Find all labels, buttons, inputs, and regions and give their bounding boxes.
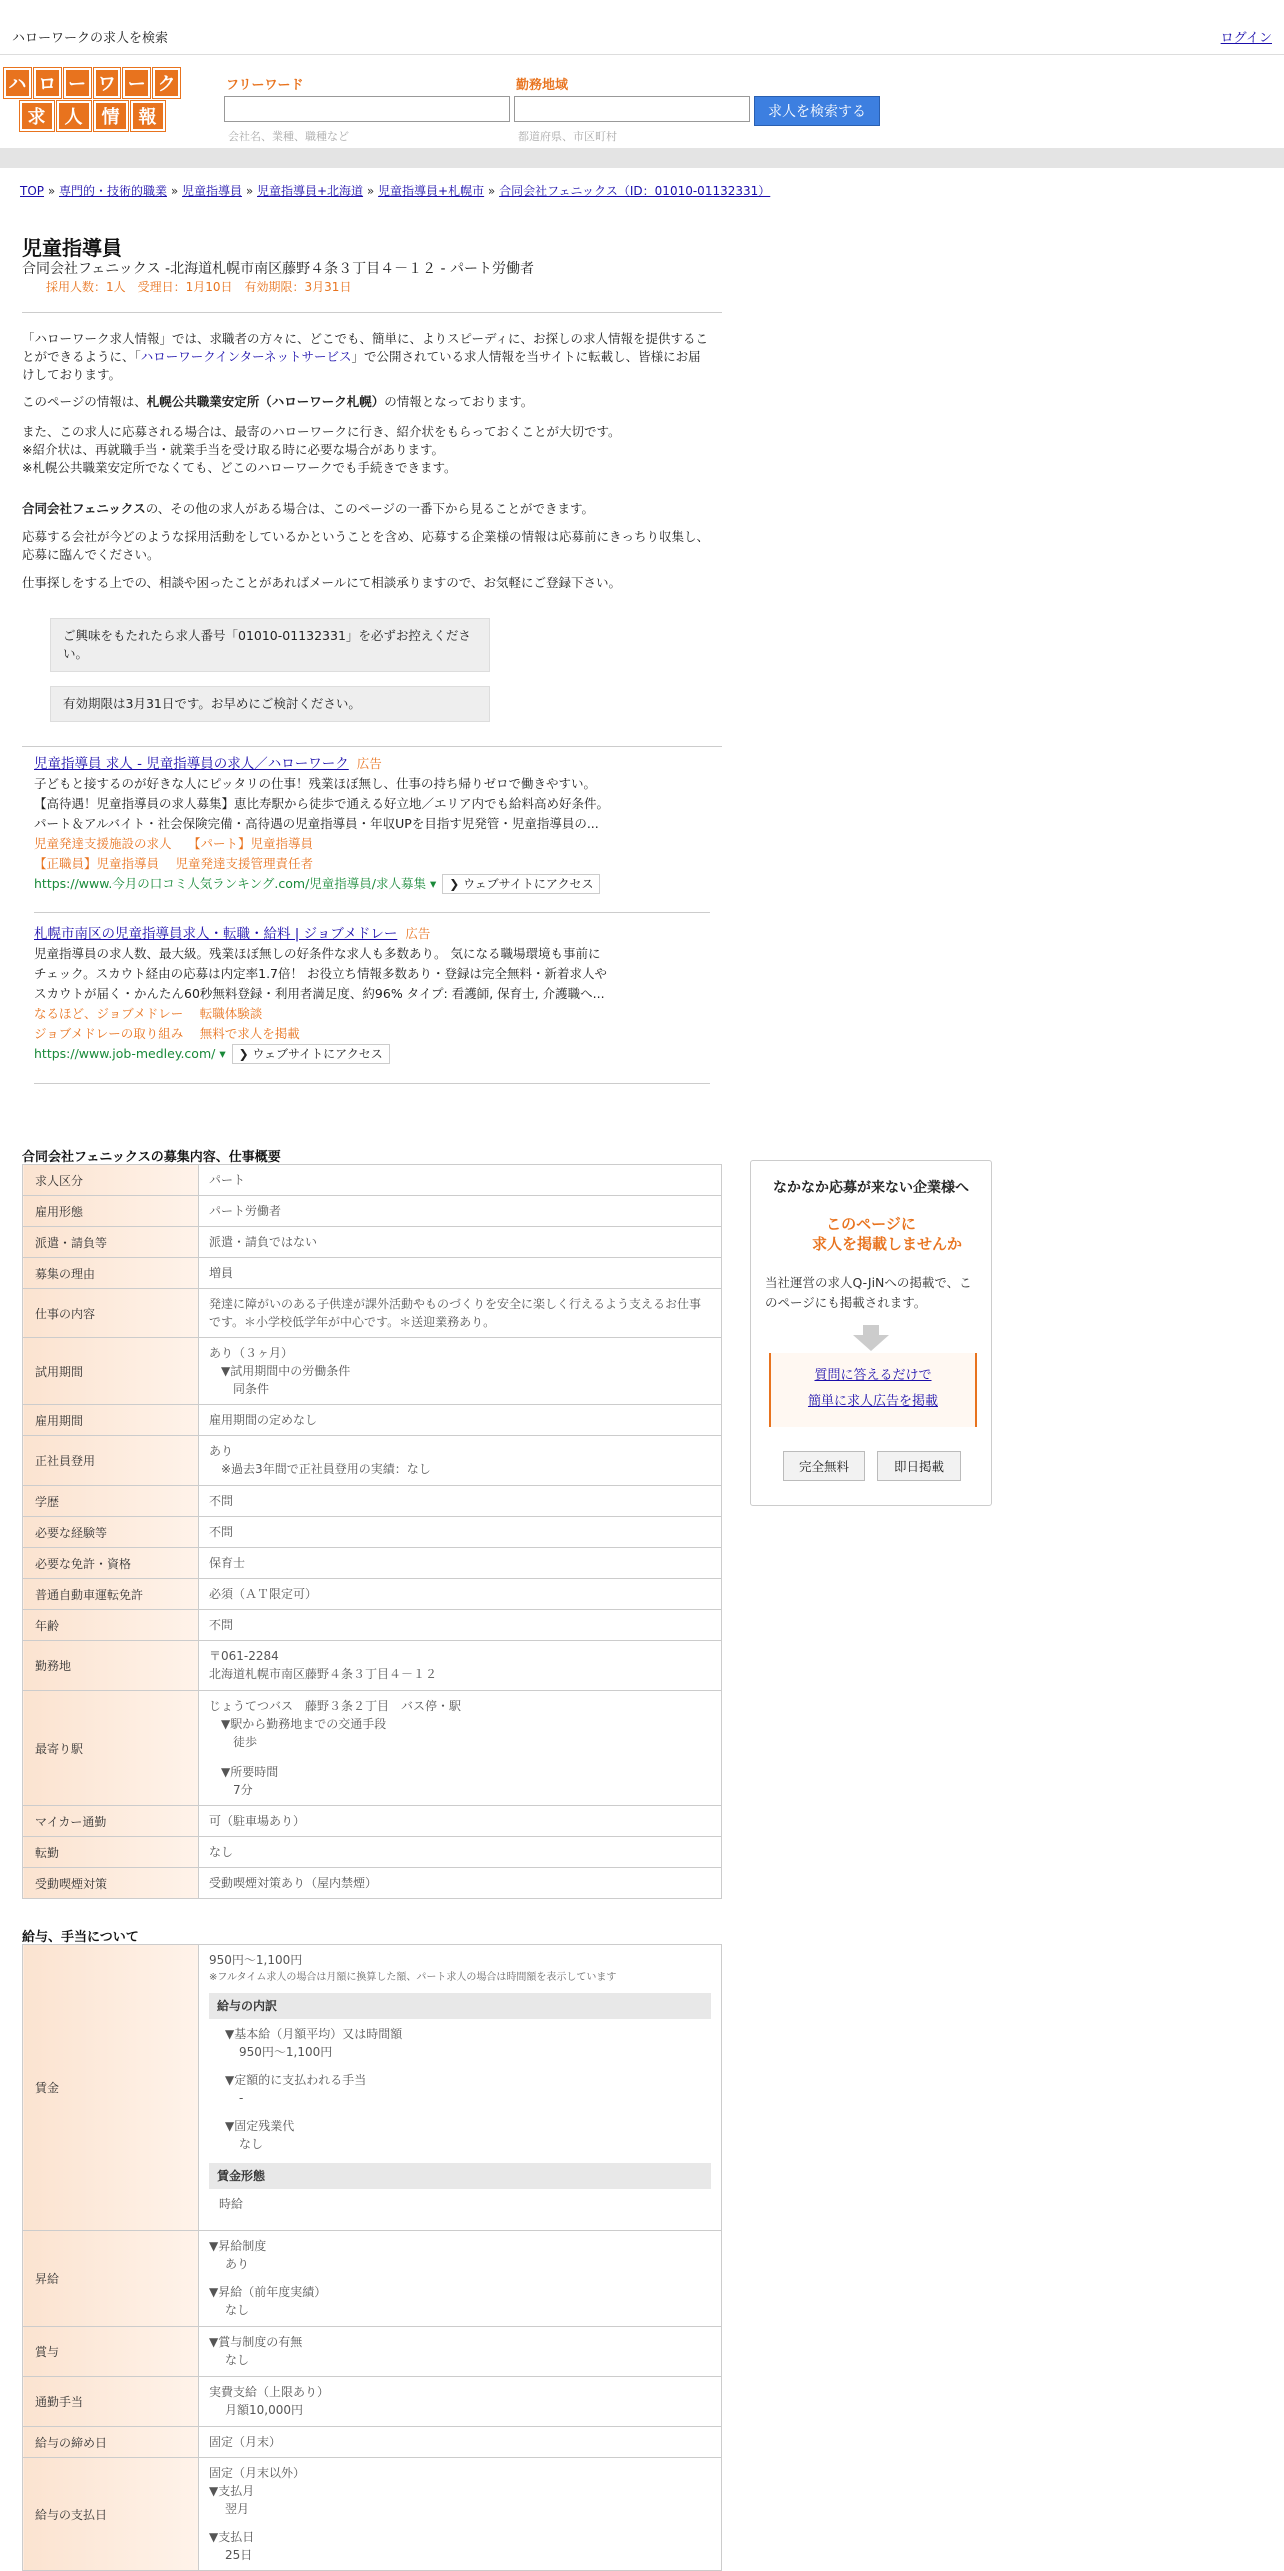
promo-orange-2: 求人を掲載しませんか (811, 1235, 962, 1253)
pay-item: 固定（月末以外） (209, 2466, 306, 2480)
row-value (199, 1868, 722, 1899)
wage-form-heading: 賃金形態 (209, 2163, 711, 2189)
ad-url[interactable]: https://www.今月の口コミ人気ランキング.com/児童指導員/求人募集 (34, 876, 427, 891)
logo-letter: ー (64, 68, 91, 98)
row-value-line: ▼駅から勤務地までの交通手段 (209, 1717, 387, 1731)
intro-text: の情報となっております。 (384, 394, 534, 409)
row-label: 必要な免許・資格 (23, 1548, 199, 1579)
row-value (199, 1548, 722, 1579)
row-label: 給与の締め日 (23, 2427, 199, 2458)
table-row (23, 1165, 722, 1196)
table-row (23, 2458, 722, 2571)
row-value (199, 2327, 722, 2377)
table-row (23, 2427, 722, 2458)
commute-value: 月額10,000円 (225, 2403, 303, 2417)
site-title: ハローワークの求人を検索 (12, 31, 169, 46)
area-input[interactable] (514, 96, 750, 122)
table-row (23, 1196, 722, 1227)
ad-sitelinks (34, 1004, 694, 1024)
row-label: 受動喫煙対策 (23, 1868, 199, 1899)
ad-title-link[interactable]: 児童指導員 求人 - 児童指導員の求人／ハローワーク (34, 756, 349, 772)
login-link[interactable]: ログイン (1220, 31, 1272, 46)
table-row (23, 1806, 722, 1837)
row-label: 仕事の内容 (23, 1289, 199, 1338)
keyword-hint: 会社名、業種、職種など (228, 130, 349, 143)
row-value-line: 不問 (209, 1618, 234, 1632)
ad-sitelink[interactable]: 無料で求人を掲載 (199, 1026, 300, 1041)
ad-sitelink[interactable]: なるほど、ジョブメドレー (34, 1006, 184, 1021)
hellowork-logo[interactable] (4, 68, 180, 128)
salary-section-title: 給与、手当について (22, 1930, 139, 1945)
logo-letter: ワ (94, 68, 121, 98)
ad-block (34, 924, 694, 1064)
breadcrumb-separator: » (484, 184, 500, 198)
ad-url-row (34, 874, 694, 894)
intro-text: ※紹介状は、再就職手当・就業手当を受け取る時に必要な場合があります。 (22, 442, 444, 457)
table-row (23, 2231, 722, 2327)
intro-paragraph-4 (22, 500, 712, 518)
row-label: 普通自動車運転免許 (23, 1579, 199, 1610)
ad-tag: 広告 (356, 756, 382, 771)
promo-link-2[interactable]: 簡単に求人広告を掲載 (807, 1394, 938, 1409)
row-value (199, 1289, 722, 1338)
ad-url-row (34, 1044, 694, 1064)
divider-bar (0, 148, 1284, 168)
breadcrumb (20, 182, 770, 199)
company-name: 合同会社フェニックス (22, 501, 146, 516)
intro-paragraph-3 (22, 423, 712, 477)
row-value-line: 徒歩 (209, 1735, 258, 1749)
ad-description: スカウトが届く・かんたん60秒無料登録・利用者満足度、約96% タイプ: 看護師, 保育士, 介護職へ... (34, 986, 605, 1001)
visit-website-button[interactable]: ❯ ウェブサイトにアクセス (232, 1044, 390, 1064)
raise-value: なし (225, 2303, 250, 2317)
intro-text: 」で公開されている求人情報を当サイトに転載し、皆様にお届けしております。 (22, 349, 701, 382)
row-value (199, 1258, 722, 1289)
logo-row-bottom (4, 101, 180, 131)
table-row (23, 1486, 722, 1517)
row-value (199, 1610, 722, 1641)
commute-item: 実費支給（上限あり） (209, 2385, 330, 2399)
row-value (199, 1691, 722, 1806)
divider (34, 1083, 710, 1084)
row-label: 転勤 (23, 1837, 199, 1868)
raise-value: あり (225, 2257, 250, 2271)
breadcrumb-link[interactable]: 児童指導員+北海道 (257, 184, 364, 198)
row-value-line: ※過去3年間で正社員登用の実績：なし (209, 1462, 431, 1476)
intro-text: ※札幌公共職業安定所でなくても、どこのハローワークでも手続きできます。 (22, 460, 457, 475)
logo-letter: ハ (4, 68, 31, 98)
intro-text: 「ハローワーク求人情報」では、求職者の方々に、どこでも、簡単に、よりスピーディに、お探しの求人情報を提供することができるように、「 (22, 331, 709, 364)
row-value-line: パート (209, 1173, 246, 1187)
area-hint: 都道府県、市区町村 (518, 130, 617, 143)
ad-sitelinks (34, 854, 694, 874)
row-value (199, 1641, 722, 1691)
raise-item: ▼昇給（前年度実績） (209, 2285, 327, 2299)
wage-value: 950円〜1,100円 (209, 1953, 303, 1967)
row-label: 勤務地 (23, 1641, 199, 1691)
row-label: 雇用形態 (23, 1196, 199, 1227)
row-value (199, 2458, 722, 2571)
ad-description: 児童指導員の求人数、最大級。残業ほぼ無しの好条件な求人も多数あり。 気になる職場環境も事前に (34, 946, 601, 961)
intro-paragraph-2 (22, 393, 712, 411)
breakdown-item: ▼固定残業代 (225, 2119, 295, 2133)
row-value (199, 1517, 722, 1548)
row-label: 昇給 (23, 2231, 199, 2327)
ad-description: パート＆アルバイト・社会保険完備・高待遇の児童指導員・年収UPを目指す児発管・児童指導員の... (34, 816, 599, 831)
ad-sitelink[interactable]: 転職体験談 (199, 1006, 263, 1021)
ad-description: チェック。スカウト経由の応募は内定率1.7倍！ お役立ち情報多数あり・登録は完全無料・新着求人や (34, 966, 607, 981)
row-value-line: ▼試用期間中の労働条件 (209, 1364, 351, 1378)
row-value (199, 1579, 722, 1610)
caret-down-icon[interactable]: ▾ (215, 1046, 226, 1061)
breakdown-value: なし (239, 2137, 264, 2151)
row-value-line: 保育士 (209, 1556, 246, 1570)
table-row (23, 1837, 722, 1868)
row-value (199, 1837, 722, 1868)
breadcrumb-separator: » (363, 184, 379, 198)
row-label: 年齢 (23, 1610, 199, 1641)
row-label: 派遣・請負等 (23, 1227, 199, 1258)
promo-heading: なかなか応募が来ない企業様へ (773, 1180, 969, 1196)
row-value-line (209, 1751, 711, 1763)
breakdown-heading: 給与の内訳 (209, 1993, 711, 2019)
row-value-line: なし (209, 1845, 234, 1859)
breakdown-value: - (239, 2091, 244, 2105)
logo-row-top (4, 68, 180, 98)
divider (34, 912, 710, 913)
table-row (23, 1610, 722, 1641)
intro-text: このページの情報は、 (22, 394, 147, 409)
free-button[interactable]: 完全無料 (783, 1451, 865, 1481)
row-value (199, 1165, 722, 1196)
breadcrumb-separator: » (44, 184, 59, 198)
logo-letter: ク (153, 68, 180, 98)
table-row (23, 1289, 722, 1338)
details-section-title: 合同会社フェニックスの募集内容、仕事概要 (22, 1150, 281, 1165)
deadline-notice: 有効期限は3月31日です。お早めにご検討ください。 (50, 686, 490, 722)
keyword-label: フリーワード (226, 78, 304, 93)
intro-paragraph-6: 仕事探しをする上での、相談や困ったことがあればメールにて相談承りますので、お気軽にご登録下さい。 (22, 575, 622, 590)
row-value-line: パート労働者 (209, 1204, 282, 1218)
logo-letter: ロ (34, 68, 61, 98)
row-value (199, 1436, 722, 1486)
table-row (23, 1338, 722, 1405)
logo-letter: 情 (94, 101, 128, 131)
promo-text: 当社運営の求人Q-JiNへの掲載で、このページにも掲載されます。 (765, 1275, 972, 1310)
table-row (23, 1691, 722, 1806)
breadcrumb-link[interactable]: 合同会社フェニックス（ID：01010-01132331） (499, 184, 771, 198)
wage-note: ※フルタイム求人の場合は月額に換算した額、パート求人の場合は時間額を表示しています (209, 1972, 617, 1983)
logo-letter: 求 (20, 101, 54, 131)
promo-link-frame (769, 1353, 977, 1427)
ad-description: 【高待遇！児童指導員の求人募集】恵比寿駅から徒歩で通える好立地／エリア内でも給料高め好条件。 (34, 796, 610, 811)
row-label: 賃金 (23, 1945, 199, 2231)
hellowork-internet-link[interactable]: ハローワークインターネットサービス (140, 349, 352, 364)
table-row (23, 1436, 722, 1486)
table-row (23, 1258, 722, 1289)
table-row (23, 2327, 722, 2377)
logo-letter: 人 (57, 101, 91, 131)
row-value-line: 〒061-2284 (209, 1649, 279, 1663)
row-value-line: じょうてつバス 藤野３条２丁目 バス停・駅 (209, 1699, 462, 1713)
row-value-line: 同条件 (209, 1382, 270, 1396)
row-label: 最寄り駅 (23, 1691, 199, 1806)
row-value-line: 発達に障がいのある子供達が課外活動やものづくりを安全に楽しく行えるよう支えるお仕事です。＊小学校低学年が中心です。＊送迎業務あり。 (209, 1297, 702, 1329)
row-value (199, 2231, 722, 2327)
row-value (199, 1338, 722, 1405)
table-row (23, 1641, 722, 1691)
table-row (23, 1868, 722, 1899)
ad-header (34, 754, 694, 774)
ad-sitelink[interactable]: 児童発達支援管理責任者 (175, 856, 314, 871)
details-table (22, 1164, 722, 1899)
breadcrumb-link[interactable]: 専門的・技術的職業 (59, 184, 168, 198)
area-label: 勤務地域 (516, 78, 569, 93)
wage-form-value: 時給 (219, 2197, 244, 2211)
ad-description: 子どもと接するのが好きな人にピッタリの仕事！残業ほぼ無し、仕事の持ち帰りゼロで働きやすい。 (34, 776, 597, 791)
table-row (23, 2377, 722, 2427)
row-label: 通勤手当 (23, 2377, 199, 2427)
ad-sitelink[interactable]: 【パート】児童指導員 (188, 836, 314, 851)
table-row (23, 1405, 722, 1436)
row-label: 学歴 (23, 1486, 199, 1517)
row-value-line: 北海道札幌市南区藤野４条３丁目４－１２ (209, 1667, 438, 1681)
ad-sitelinks (34, 1024, 694, 1044)
row-value-line: 不問 (209, 1494, 234, 1508)
top-bar (0, 0, 1284, 55)
ad-sitelink[interactable]: 児童発達支援施設の求人 (34, 836, 172, 851)
office-name: 札幌公共職業安定所（ハローワーク札幌） (146, 394, 385, 409)
row-value (199, 1227, 722, 1258)
raise-item: ▼昇給制度 (209, 2239, 267, 2253)
pay-value: 翌月 (225, 2502, 250, 2516)
keyword-input[interactable] (224, 96, 510, 122)
logo-letter: ー (123, 68, 150, 98)
ad-sitelink[interactable]: 【正職員】児童指導員 (34, 856, 160, 871)
job-number-notice: ご興味をもたれたら求人番号「01010-01132331」を必ずお控えください。 (50, 618, 490, 672)
row-value-line: 可（駐車場あり） (209, 1814, 306, 1828)
ad-header (34, 924, 694, 944)
job-meta: 採用人数：1人 受理日：1月10日 有効期限：3月31日 (46, 280, 352, 294)
row-value-line: ▼所要時間 (209, 1765, 279, 1779)
row-label: マイカー通勤 (23, 1806, 199, 1837)
breakdown-value: 950円〜1,100円 (239, 2045, 333, 2059)
row-value-line: 受動喫煙対策あり（屋内禁煙） (209, 1876, 378, 1890)
row-value-line: 7分 (209, 1783, 253, 1797)
sidebar-promo (750, 1160, 992, 1506)
table-row (23, 1548, 722, 1579)
breakdown-item: ▼定額的に支払われる手当 (225, 2073, 367, 2087)
row-label: 募集の理由 (23, 1258, 199, 1289)
row-label: 必要な経験等 (23, 1517, 199, 1548)
job-subtitle: 合同会社フェニックス -北海道札幌市南区藤野４条３丁目４－１２ - パート労働者 (22, 261, 535, 277)
page-title: 児童指導員 (22, 236, 122, 260)
row-label: 試用期間 (23, 1338, 199, 1405)
intro-paragraph-5: 応募する会社が今どのような採用活動をしているかということを含め、応募する企業様の情報は応募前にきっちり収集し、応募に臨んでください。 (22, 529, 710, 562)
breadcrumb-separator: » (242, 184, 257, 198)
divider (22, 312, 722, 313)
ad-title-link[interactable]: 札幌市南区の児童指導員求人・転職・給料 | ジョブメドレー (34, 926, 398, 942)
row-label: 求人区分 (23, 1165, 199, 1196)
table-row (23, 1517, 722, 1548)
divider (22, 746, 722, 747)
row-label: 賞与 (23, 2327, 199, 2377)
row-value-line: あり（３ヶ月） (209, 1346, 294, 1360)
row-value (199, 1806, 722, 1837)
row-value (199, 1196, 722, 1227)
pay-value: 25日 (225, 2548, 253, 2562)
bonus-item: ▼賞与制度の有無 (209, 2335, 303, 2349)
table-row (23, 1227, 722, 1258)
row-value: 固定（月末） (199, 2427, 722, 2458)
ad-block (34, 754, 694, 894)
row-value (199, 1486, 722, 1517)
row-value-line: 不問 (209, 1525, 234, 1539)
row-value-line: 派遣・請負ではない (209, 1235, 318, 1249)
caret-down-icon[interactable]: ▾ (426, 876, 437, 891)
ad-url[interactable]: https://www.job-medley.com/ (34, 1046, 216, 1061)
visit-website-button[interactable]: ❯ ウェブサイトにアクセス (442, 874, 600, 894)
intro-paragraph-1 (22, 330, 712, 384)
row-value-line: あり (209, 1444, 234, 1458)
promo-link-1[interactable]: 質問に答えるだけで (814, 1368, 932, 1383)
row-value (199, 2377, 722, 2427)
ad-sitelink[interactable]: ジョブメドレーの取り組み (34, 1026, 184, 1041)
breadcrumb-separator: » (167, 184, 182, 198)
row-value (199, 1945, 722, 2231)
salary-table (22, 1944, 722, 2571)
row-value-line: 必須（ＡＴ限定可） (209, 1587, 318, 1601)
search-button[interactable]: 求人を検索する (754, 96, 880, 126)
promo-orange-1: このページに (826, 1215, 916, 1233)
pay-item: ▼支払日 (209, 2530, 255, 2544)
same-day-button[interactable]: 即日掲載 (877, 1451, 961, 1481)
row-value (199, 1405, 722, 1436)
ad-tag: 広告 (405, 926, 431, 941)
intro-text: また、この求人に応募される場合は、最寄のハローワークに行き、紹介状をもらっておくことが大切です。 (22, 424, 621, 439)
pay-item: ▼支払月 (209, 2484, 255, 2498)
breadcrumb-link[interactable]: TOP (20, 184, 45, 198)
row-label: 正社員登用 (23, 1436, 199, 1486)
intro-text: の、その他の求人がある場合は、このページの一番下から見ることができます。 (145, 501, 595, 516)
arrow-down-icon (853, 1325, 889, 1351)
table-row (23, 1579, 722, 1610)
breakdown-item: ▼基本給（月額平均）又は時間額 (225, 2027, 403, 2041)
row-label: 給与の支払日 (23, 2458, 199, 2571)
breadcrumb-link[interactable]: 児童指導員+札幌市 (378, 184, 485, 198)
row-value-line: 増員 (209, 1266, 234, 1280)
ad-sitelinks (34, 834, 694, 854)
row-value-line: 雇用期間の定めなし (209, 1413, 318, 1427)
table-row (23, 1945, 722, 2231)
bonus-value: なし (225, 2353, 250, 2367)
row-label: 雇用期間 (23, 1405, 199, 1436)
logo-letter: 報 (131, 101, 165, 131)
breadcrumb-link[interactable]: 児童指導員 (182, 184, 243, 198)
